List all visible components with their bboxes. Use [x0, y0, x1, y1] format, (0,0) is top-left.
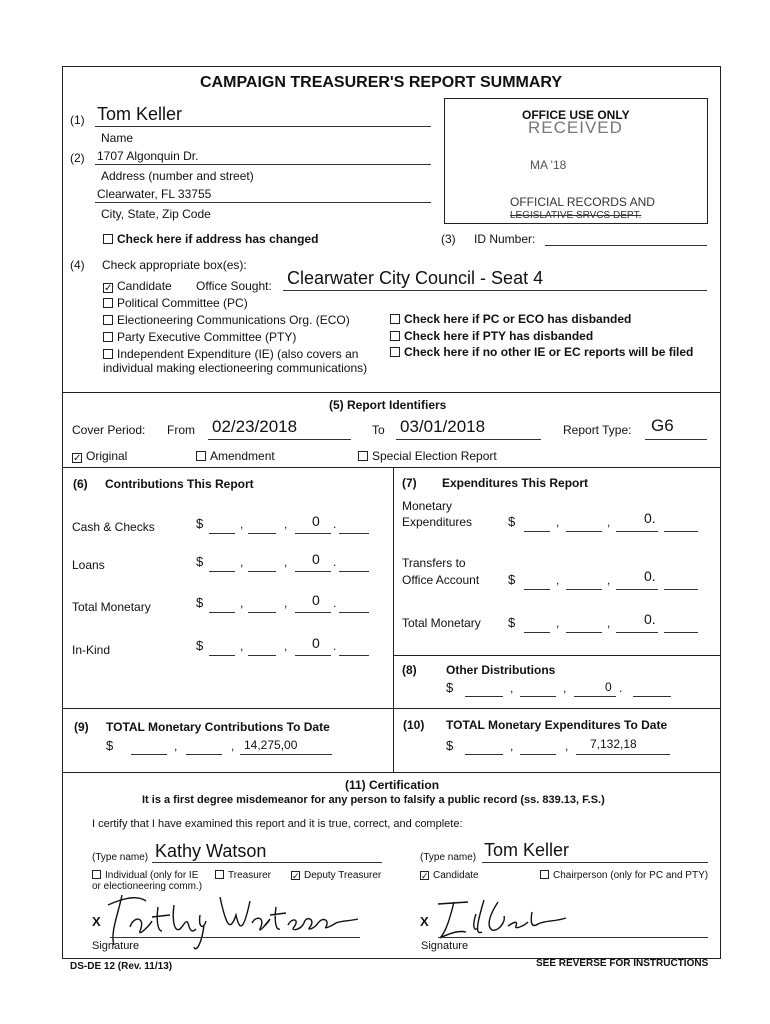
report-type-field[interactable]: G6 [651, 416, 674, 435]
section9-title: TOTAL Monetary Contributions To Date [106, 720, 330, 734]
treasurer-checkbox[interactable] [215, 870, 271, 881]
original-checkbox[interactable] [72, 449, 127, 463]
form-title: CAMPAIGN TREASURER'S REPORT SUMMARY [200, 74, 563, 91]
stamp-dept: LEGISLATIVE SRVCS DEPT. [510, 210, 642, 221]
disband-pty-checkbox[interactable] [390, 329, 593, 343]
treasurer-label: Treasurer [228, 870, 271, 881]
section8-title: Other Distributions [446, 663, 556, 677]
cover-period-label: Cover Period: [72, 423, 146, 437]
contrib-value-total[interactable]: 0 [312, 592, 320, 608]
currency-sign: $ [508, 572, 516, 587]
stamp-date: MA '18 [530, 158, 567, 172]
ie-label-continued: individual making electioneering communications) [103, 361, 368, 375]
special-election-label: Special Election Report [372, 449, 497, 463]
stamp-official: OFFICIAL RECORDS AND [510, 195, 655, 209]
transfers-value[interactable]: 0. [644, 568, 656, 584]
pty-label: Party Executive Committee (PTY) [117, 330, 297, 344]
contrib-value-cash[interactable]: 0 [312, 513, 320, 529]
section2-num: (2) [70, 151, 85, 165]
total-monetary-exp-value[interactable]: 0. [644, 611, 656, 627]
name-field[interactable]: Tom Keller [97, 104, 183, 124]
name-label: Name [101, 131, 134, 145]
checkbox-box [390, 347, 400, 357]
total-expenditures-value[interactable]: 7,132,18 [590, 737, 637, 751]
disband-pc-checkbox[interactable] [390, 312, 631, 326]
section10-title: TOTAL Monetary Expenditures To Date [446, 718, 668, 732]
chairperson-label: Chairperson (only for PC and PTY) [553, 870, 709, 881]
amendment-label: Amendment [210, 449, 275, 463]
transfers-label: Transfers to [402, 556, 466, 570]
id-number-label: ID Number: [474, 232, 536, 246]
checkbox-box [103, 332, 113, 342]
address-label: Address (number and street) [101, 169, 254, 183]
sign-x-left: X [92, 914, 101, 929]
currency-sign: $ [196, 516, 204, 531]
disband-pc-label: Check here if PC or ECO has disbanded [404, 312, 632, 326]
individual-label: Individual (only for IE [105, 870, 199, 881]
office-sought-label: Office Sought: [196, 279, 272, 293]
expenditures-label: Expenditures [402, 515, 473, 529]
checkbox-box [103, 298, 113, 308]
special-election-checkbox[interactable] [358, 449, 497, 463]
currency-sign: $ [106, 738, 114, 753]
checkbox-box [390, 314, 400, 324]
no-other-checkbox[interactable] [390, 345, 693, 359]
to-label: To [372, 423, 385, 437]
sign-x-right: X [420, 914, 429, 929]
currency-sign: $ [196, 638, 204, 653]
currency-sign: $ [196, 554, 204, 569]
contrib-label-total: Total Monetary [72, 600, 151, 614]
other-distributions-value[interactable]: 0 [605, 680, 612, 694]
contrib-value-inkind[interactable]: 0 [312, 635, 320, 651]
form-id: DS-DE 12 (Rev. 11/13) [70, 961, 173, 972]
total-monetary-exp-label: Total Monetary [402, 616, 481, 630]
currency-sign: $ [508, 514, 516, 529]
candidate-name-field[interactable]: Tom Keller [484, 840, 570, 860]
checkbox-box [103, 234, 113, 244]
currency-sign: $ [196, 595, 204, 610]
ie-label: Independent Expenditure (IE) (also covers an [117, 347, 359, 361]
treasurer-name-field[interactable]: Kathy Watson [155, 841, 267, 861]
contrib-label-loans: Loans [72, 558, 105, 572]
individual-label-continued: or electioneering comm.) [92, 881, 203, 892]
currency-sign: $ [508, 615, 516, 630]
section6-title: Contributions This Report [105, 477, 254, 491]
report-type-label: Report Type: [563, 423, 632, 437]
eco-label: Electioneering Communications Org. (ECO) [117, 313, 350, 327]
checkbox-box: ✓ [292, 871, 300, 881]
pty-checkbox[interactable] [103, 330, 296, 344]
section11-title: (11) Certification [345, 778, 440, 792]
contrib-value-loans[interactable]: 0 [312, 551, 320, 567]
amendment-checkbox[interactable] [196, 449, 275, 463]
type-name-label-left: (Type name) [92, 852, 149, 863]
contrib-label-inkind: In-Kind [72, 643, 111, 657]
ie-checkbox[interactable] [103, 347, 358, 361]
office-use-label: OFFICE USE ONLY [522, 108, 630, 122]
candidate-label: Candidate [117, 279, 172, 293]
monetary-label: Monetary [402, 499, 453, 513]
section6-num: (6) [73, 477, 88, 491]
to-date-field[interactable]: 03/01/2018 [400, 417, 486, 436]
deputy-treasurer-label: Deputy Treasurer [304, 870, 382, 881]
checkbox-box [540, 870, 549, 879]
signature-label-left: Signature [92, 940, 140, 952]
check-boxes-intro: Check appropriate box(es): [102, 258, 247, 272]
checkbox-box [358, 451, 368, 461]
office-account-label: Office Account [402, 573, 480, 587]
office-sought-field[interactable]: Clearwater City Council - Seat 4 [287, 268, 544, 288]
candidate-sign-label: Candidate [433, 870, 479, 881]
section4-num: (4) [70, 258, 85, 272]
checkbox-box: ✓ [104, 283, 113, 294]
original-label: Original [86, 449, 128, 463]
section8-num: (8) [402, 663, 417, 677]
monetary-expenditures-value[interactable]: 0. [644, 510, 656, 526]
contrib-label-cash: Cash & Checks [72, 520, 155, 534]
received-stamp: RECEIVED [528, 118, 623, 137]
address-field[interactable]: 1707 Algonquin Dr. [97, 149, 199, 163]
checkbox-box: ✓ [73, 453, 82, 464]
address-changed-label: Check here if address has changed [117, 232, 319, 246]
individual-checkbox[interactable] [92, 870, 198, 881]
checkbox-box [215, 870, 224, 879]
eco-checkbox[interactable] [103, 313, 350, 327]
currency-sign: $ [446, 680, 454, 695]
pc-label: Political Committee (PC) [117, 296, 248, 310]
checkbox-box [92, 870, 101, 879]
section7-title: Expenditures This Report [442, 476, 589, 490]
candidate-sign-checkbox[interactable] [420, 870, 479, 881]
checkbox-box [103, 315, 113, 325]
from-label: From [167, 423, 195, 437]
signature-label-right: Signature [421, 940, 469, 952]
city-field[interactable]: Clearwater, FL 33755 [97, 187, 212, 201]
pc-checkbox[interactable] [103, 296, 248, 310]
certify-statement: I certify that I have examined this report and it is true, correct, and complete: [92, 818, 463, 830]
checkbox-box [390, 331, 400, 341]
checkbox-box [196, 451, 206, 461]
type-name-label-right: (Type name) [420, 852, 477, 863]
chairperson-checkbox[interactable] [540, 870, 708, 881]
currency-sign: $ [446, 738, 454, 753]
address-changed-checkbox[interactable] [103, 232, 318, 246]
candidate-checkbox[interactable] [103, 279, 172, 293]
section9-num: (9) [74, 720, 89, 734]
disband-pty-label: Check here if PTY has disbanded [404, 329, 594, 343]
section3-num: (3) [441, 232, 456, 246]
reverse-instructions: SEE REVERSE FOR INSTRUCTIONS [536, 958, 709, 969]
deputy-treasurer-checkbox[interactable] [291, 870, 381, 881]
section10-num: (10) [403, 718, 425, 732]
section1-num: (1) [70, 113, 85, 127]
no-other-label: Check here if no other IE or EC reports will be filed [404, 345, 694, 359]
city-label: City, State, Zip Code [101, 207, 211, 221]
misdemeanor-warning: It is a first degree misdemeanor for any person to falsify a public record (ss. 839.13, F.S.) [142, 794, 605, 806]
from-date-field[interactable]: 02/23/2018 [212, 417, 298, 436]
section7-num: (7) [402, 476, 417, 490]
total-contributions-value[interactable]: 14,275,00 [244, 738, 298, 752]
checkbox-box [103, 349, 113, 359]
checkbox-box: ✓ [421, 871, 429, 881]
section5-title: (5) Report Identifiers [329, 398, 447, 412]
